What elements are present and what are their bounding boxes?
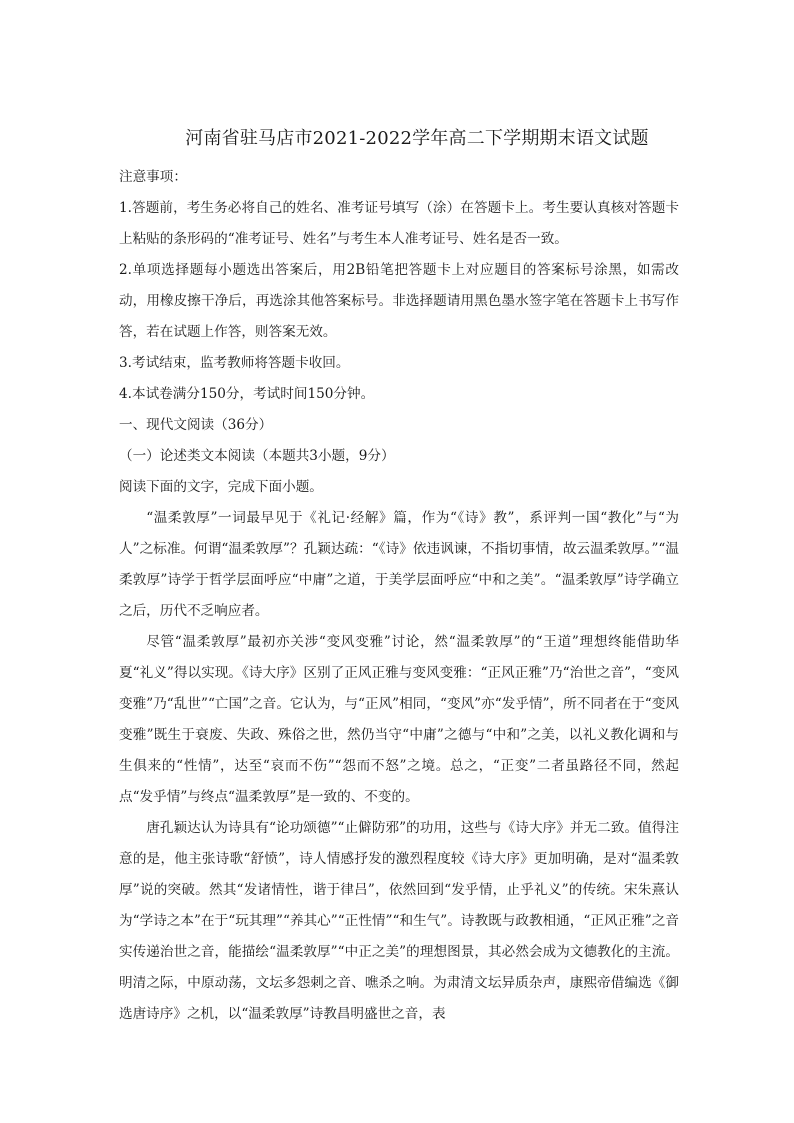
paragraph-2: 尽管“温柔敦厚”最初亦关涉“变风变雅”讨论，然“温柔敦厚”的“王道”理想终能借助华夏“礼义”得以实现。《诗大序》区别了正风正雅与变风变雅：“正风正雅”乃“治世之音”，“变风变雅”乃“乱世”“亡国”之音。它认为，与“正风”相同，“变风”亦“发乎情”，所不同者在于“变风变雅”既生于衰废、失政、殊俗之世，然仍当守“中庸”之德与“中和”之美，以礼义教化调和与生俱来的“性情”，达至“哀而不伤”“怨而不怒”之境。总之，“正变”二者虽路径不同，然起点“发乎情”与终点“温柔敦厚”是一致的、不变的。 [119, 634, 679, 805]
notice-item-4: 4.本试卷满分150分，考试时间150分钟。 [119, 386, 375, 402]
notice-item-2: 2.单项选择题每小题选出答案后，用2B铅笔把答题卡上对应题目的答案标号涂黑，如需改动，用橡皮擦干净后，再选涂其他答案标号。非选择题请用黑色墨水签字笔在答题卡上书写作答，若在试题上作答，则答案无效。 [119, 262, 679, 340]
notice-item-3: 3.考试结束，监考教师将答题卡收回。 [119, 355, 350, 371]
subsection-heading: （一）论述类文本阅读（本题共3小题，9分） [119, 448, 395, 464]
section-heading: 一、现代文阅读（36分） [119, 417, 273, 433]
page-title: 河南省驻马店市2021-2022学年高二下学期期末语文试题 [185, 128, 649, 149]
paragraph-1: “温柔敦厚”一词最早见于《礼记·经解》篇，作为“《诗》教”，系评判一国“教化”与“为人”之标准。何谓“温柔敦厚”？孔颖达疏：“《诗》依违讽谏，不指切事情，故云温柔敦厚。”“温柔敦厚”诗学于哲学层面呼应“中庸”之道，于美学层面呼应“中和之美”。“温柔敦厚”诗学确立之后，历代不乏响应者。 [119, 510, 679, 619]
notice-item-1: 1.答题前，考生务必将自己的姓名、准考证号填写（涂）在答题卡上。考生要认真核对答题卡上粘贴的条形码的“准考证号、姓名”与考生本人准考证号、姓名是否一致。 [119, 200, 679, 247]
reading-instruction: 阅读下面的文字，完成下面小题。 [119, 479, 323, 495]
notice-heading: 注意事项： [119, 169, 187, 185]
document-body [119, 162, 679, 1030]
paragraph-3: 唐孔颖达认为诗具有“论功颂德”“止僻防邪”的功用，这些与《诗大序》并无二致。值得注意的是，他主张诗歌“舒愤”，诗人情感抒发的激烈程度较《诗大序》更加明确，是对“温柔敦厚”说的突破。然其“发诸情性，谐于律吕”，依然回到“发乎情，止乎礼义”的传统。宋朱熹认为“学诗之本”在于“玩其理”“养其心”“正性情”“和生气”。诗教既与政教相通，“正风正雅”之音实传递治世之音，能描绘“温柔敦厚”“中正之美”的理想图景，其必然会成为文德教化的主流。明清之际，中原动荡，文坛多怨刺之音、噍杀之响。为肃清文坛异质杂声，康熙帝借编选《御选唐诗序》之机，以“温柔敦厚”诗教昌明盛世之音，表 [119, 820, 679, 1022]
